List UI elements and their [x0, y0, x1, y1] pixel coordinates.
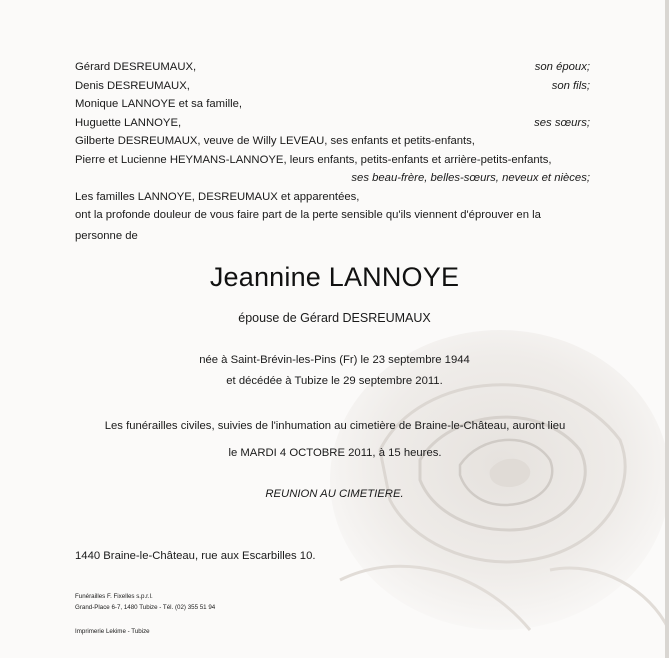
funeral-home-name: Funérailles F. Fixelles s.p.r.l. — [75, 593, 153, 600]
death-line: et décédée à Tubize le 29 septembre 2011. — [226, 375, 443, 387]
family-name: Denis DESREUMAUX, — [75, 79, 190, 92]
family-row — [75, 58, 590, 77]
announcement-line: personne de — [75, 230, 138, 242]
funeral-home-address: Grand-Place 6-7, 1480 Tubize - Tél. (02) 355 51 94 — [75, 604, 216, 611]
family-address: 1440 Braine-le-Château, rue aux Escarbilles 10. — [75, 550, 316, 562]
family-name: Pierre et Lucienne HEYMANS-LANNOYE, leurs enfants, petits-enfants et arrière-petits-enfants, — [75, 153, 552, 166]
birth-death-info — [0, 350, 669, 392]
family-name: Gilberte DESREUMAUX, veuve de Willy LEVEAU, ses enfants et petits-enfants, — [75, 135, 475, 147]
printer-credit: Imprimerie Lekime - Tubize — [75, 628, 150, 635]
family-row — [75, 169, 590, 188]
family-relation: ses sœurs; — [534, 116, 590, 129]
family-name: Huguette LANNOYE, — [75, 116, 182, 129]
family-relation: son fils; — [551, 79, 590, 92]
family-name: Monique LANNOYE et sa famille, — [75, 98, 243, 110]
funeral-home-info — [75, 591, 215, 613]
family-row — [75, 132, 590, 151]
family-relation: ses beau-frère, belles-sœurs, neveux et nièces; — [351, 172, 590, 184]
announcement-line: ont la profonde douleur de vous faire part de la perte sensible qu'ils viennent d'éprouver en la — [75, 209, 541, 221]
family-row — [75, 114, 590, 133]
page-edge-shadow — [665, 0, 669, 658]
deceased-name: Jeannine LANNOYE — [209, 262, 460, 292]
family-row — [75, 188, 590, 207]
birth-line: née à Saint-Brévin-les-Pins (Fr) le 23 septembre 1944 — [199, 354, 470, 366]
funeral-date: le MARDI 4 OCTOBRE 2011, à 15 heures. — [228, 447, 442, 459]
deceased-spouse: épouse de Gérard DESREUMAUX — [238, 311, 431, 325]
family-row — [75, 151, 590, 170]
family-row — [75, 95, 590, 114]
family-name: Les familles LANNOYE, DESREUMAUX et apparentées, — [75, 190, 360, 203]
family-row — [75, 77, 590, 96]
funeral-info — [75, 413, 595, 467]
reunion-note: REUNION AU CIMETIERE. — [265, 488, 404, 500]
family-list — [75, 58, 590, 206]
family-relation: son époux; — [534, 61, 590, 73]
family-name: Gérard DESREUMAUX, — [75, 61, 197, 73]
funeral-line: Les funérailles civiles, suivies de l'inhumation au cimetière de Braine-le-Château, auront lieu — [104, 420, 566, 432]
announcement — [75, 205, 590, 247]
